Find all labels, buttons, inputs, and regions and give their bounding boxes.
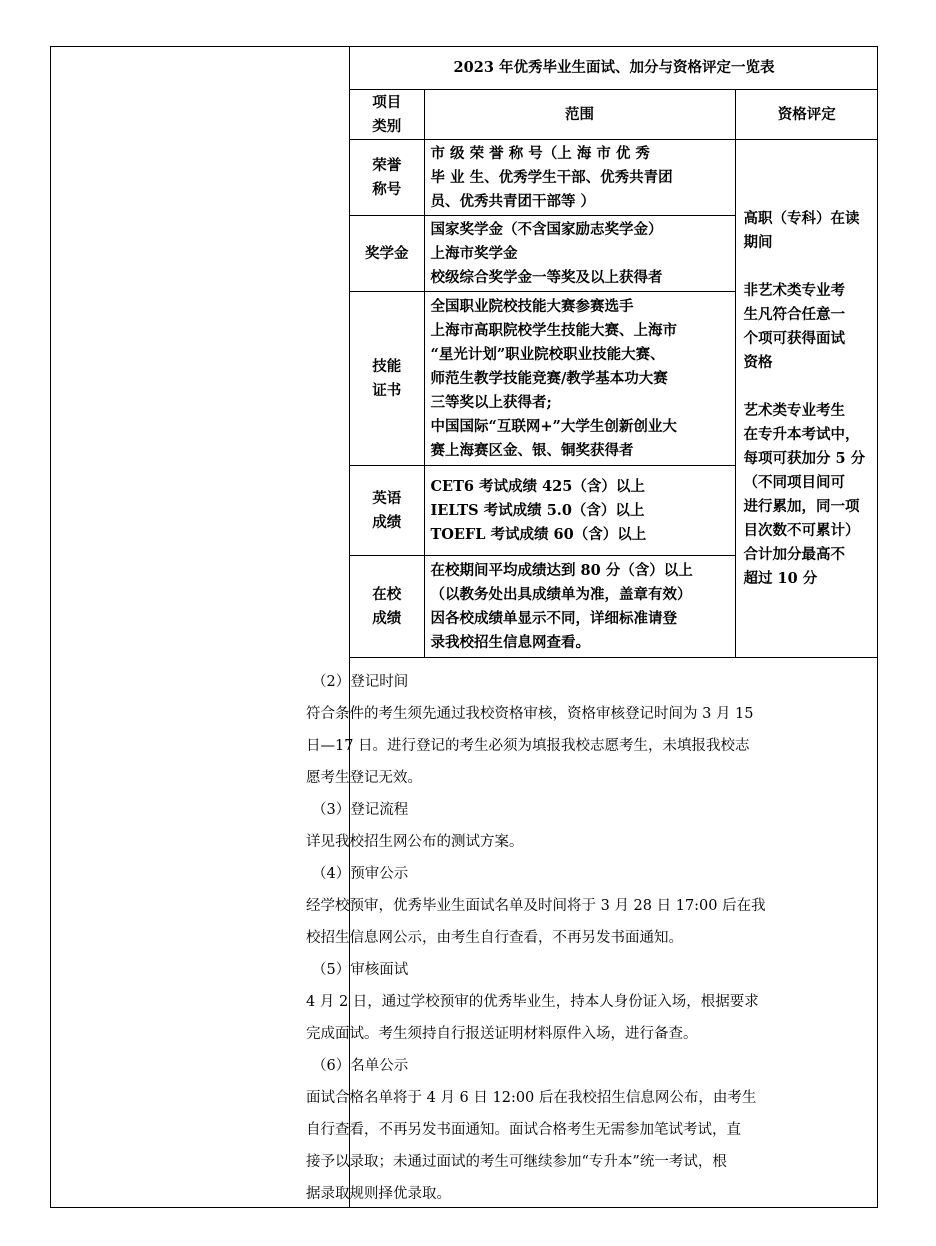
section-heading: （3）登记流程 xyxy=(312,802,409,818)
procedure-text xyxy=(306,666,826,1210)
paragraph-line: 4 月 2 日，通过学校预审的优秀毕业生，持本人身份证入场，根据要求 xyxy=(306,994,759,1010)
section-heading: （2）登记时间 xyxy=(312,674,409,690)
paragraph-line: 符合条件的考生须先通过我校资格审核，资格审核登记时间为 3 月 15 xyxy=(306,706,754,722)
category-skills: 技能 证书 xyxy=(350,292,424,466)
header-category: 项目 类别 xyxy=(350,90,424,140)
category-english: 英语 成绩 xyxy=(350,466,424,556)
paragraph-line: 校招生信息网公示，由考生自行查看，不再另发书面通知。 xyxy=(306,930,683,946)
category-grades: 在校 成绩 xyxy=(350,556,424,658)
range-honor: 市 级 荣 誉 称 号（上 海 市 优 秀 毕 业 生、优秀学生干部、优秀共青团 员、优秀共青团干部等 ） xyxy=(424,140,735,216)
eligibility-table xyxy=(350,47,878,658)
paragraph-line: 经学校预审，优秀毕业生面试名单及时间将于 3 月 28 日 17:00 后在我 xyxy=(306,898,766,914)
category-scholarship: 奖学金 xyxy=(350,216,424,292)
range-english: CET6 考试成绩 425（含）以上 IELTS 考试成绩 5.0（含）以上 TOEFL 考试成绩 60（含）以上 xyxy=(424,466,735,556)
paragraph-line: 面试合格名单将于 4 月 6 日 12:00 后在我校招生信息网公布，由考生 xyxy=(306,1090,757,1106)
paragraph-line: 完成面试。考生须持自行报送证明材料原件入场，进行备查。 xyxy=(306,1026,698,1042)
paragraph-line: 日—17 日。进行登记的考生必须为填报我校志愿考生，未填报我校志 xyxy=(306,738,750,754)
header-range: 范围 xyxy=(424,90,735,140)
paragraph-line: 接予以录取；未通过面试的考生可继续参加“专升本”统一考试，根 xyxy=(306,1154,727,1170)
paragraph-line: 据录取规则择优录取。 xyxy=(306,1186,451,1202)
paragraph-line: 详见我校招生网公布的测试方案。 xyxy=(306,834,524,850)
paragraph-line: 愿考生登记无效。 xyxy=(306,770,422,786)
paragraph-line: 自行查看，不再另发书面通知。面试合格考生无需参加笔试考试，直 xyxy=(306,1122,741,1138)
range-skills: 全国职业院校技能大赛参赛选手 上海市高职院校学生技能大赛、上海市 “星光计划”职业院校职业技能大赛、 师范生教学技能竞赛/教学基本功大赛 三等奖以上获得者; 中国国际“互联网+”大学生创新创业大 赛上海赛区金、银、铜奖获得者 xyxy=(424,292,735,466)
qualification-cell: 高职（专科）在读 期间 非艺术类专业考 生凡符合任意一 个项可获得面试 资格 艺术类专业考生 在专升本考试中， 每项可获加分 5 分 （不同项目间可 进行累加，同一项 目次数不可累计） 合计加分最高不 超过 10 分 xyxy=(735,140,878,658)
header-qualification: 资格评定 xyxy=(735,90,878,140)
section-heading: （6）名单公示 xyxy=(312,1058,409,1074)
section-heading: （5）审核面试 xyxy=(312,962,409,978)
category-honor: 荣誉 称号 xyxy=(350,140,424,216)
table-title: 2023 年优秀毕业生面试、加分与资格评定一览表 xyxy=(350,47,878,90)
range-scholarship: 国家奖学金（不含国家励志奖学金） 上海市奖学金 校级综合奖学金一等奖及以上获得者 xyxy=(424,216,735,292)
range-grades: 在校期间平均成绩达到 80 分（含）以上 （以教务处出具成绩单为准，盖章有效） 因各校成绩单显示不同，详细标准请登 录我校招生信息网查看。 xyxy=(424,556,735,658)
section-heading: （4）预审公示 xyxy=(312,866,409,882)
